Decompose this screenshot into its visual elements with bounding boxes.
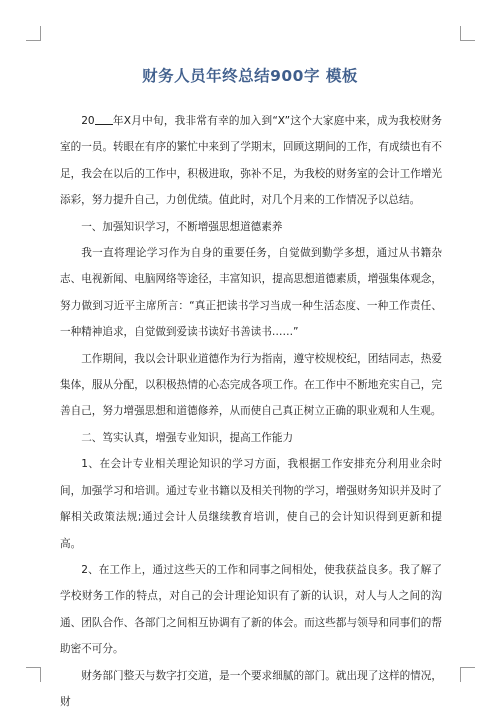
crop-mark-top-right (460, 26, 475, 41)
crop-mark-bottom-left (26, 667, 41, 682)
year-prefix: 20 (81, 115, 95, 127)
document-title: 财务人员年终总结900字 模板 (142, 67, 358, 85)
intro-text: 年X月中旬，我非常有幸的加入到“X”这个大家庭中来，成为我校财务室的一员。转眼在有序的繁忙中来到了学期末，回顾这期间的工作，有成绩也有不足，我会在以后的工作中，积极进取，弥补不足，为我校的财务室的会计工作增光添彩，努力提升自己，力创优绩。值此时，对几个月来的工作情况予以总结。 (60, 115, 442, 207)
section-heading-2: 二、笃实认真，增强专业知识，提高工作能力 (81, 431, 294, 444)
document-body (60, 108, 442, 715)
paragraph-study: 我一直将理论学习作为自身的重要任务，自觉做到勤学多想，通过从书籍杂志、电视新闻、电脑网络等途径，丰富知识，提高思想道德素质，增强集体观念，努力做到习近平主席所言：“真正把读书学习当成一种生活态度、一种工作责任、一种精神追求，自觉做到爱读书读好书善读书……” (60, 247, 442, 339)
paragraph-ethics: 工作期间，我以会计职业道德作为行为指南，遵守校规校纪，团结同志，热爱集体，服从分配，以积极热情的心态完成各项工作。在工作中不断地充实自己，完善自己，努力增强思想和道德修养，从而使自己真正树立正确的职业观和人生观。 (60, 352, 442, 418)
paragraph-item-1: 1、在会计专业相关理论知识的学习方面，我根据工作安排充分利用业余时间，加强学习和培训。通过专业书籍以及相关刊物的学习，增强财务知识并及时了解相关政策法规;通过会计人员继续教育培训，使自己的会计知识得到更新和提高。 (60, 458, 442, 550)
paragraph-finance: 财务部门整天与数字打交道，是一个要求细腻的部门。就出现了这样的情况，财 (60, 669, 442, 708)
paragraph-intro (60, 108, 442, 214)
crop-mark-top-left (26, 26, 41, 41)
year-blank (95, 114, 113, 125)
crop-mark-bottom-right (460, 667, 475, 682)
paragraph-item-2: 2、在工作上，通过这些天的工作和同事之间相处，使我获益良多。我了解了学校财务工作的特点，对自己的会计理论知识有了新的认识，对人与人之间的沟通、团队合作、各部门之间相互协调有了新的体会。而这些都与领导和同事们的帮助密不可分。 (60, 563, 442, 656)
section-heading-1: 一、加强知识学习，不断增强思想道德素养 (81, 220, 283, 233)
